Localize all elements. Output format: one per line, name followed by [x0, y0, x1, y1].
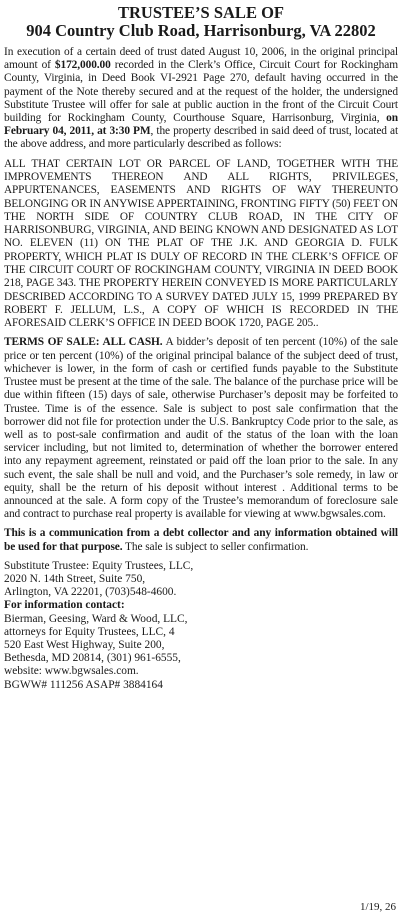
firm-line2: attorneys for Equity Trustees, LLC, 4	[4, 625, 175, 638]
trustee-line1: Substitute Trustee: Equity Trustees, LLC,	[4, 559, 194, 572]
notice-title-line2: 904 Country Club Road, Harrisonburg, VA 22802	[26, 21, 376, 40]
website-line: website: www.bgwsales.com.	[4, 665, 139, 678]
notice-title-line1: TRUSTEE’S SALE OF	[118, 3, 284, 22]
legal-description: ALL THAT CERTAIN LOT OR PARCEL OF LAND, TOGETHER WITH THE IMPROVEMENTS THEREON AND ALL RIGHTS, PRIVILEGES, APPURTENANCES, EASEMENTS AND RIGHTS OF WAY THEREUNTO BELONGING OR IN ANYWISE APPERTAINING, FRONTING FIFTY (50) FEET ON THE NORTH SIDE OF COUNTRY CLUB ROAD, IN THE CITY OF HARRISONBURG, VIRGINIA, AND BEING KNOWN AND DESIGNATED AS LOT NO. ELEVEN (11) ON THE PLAT OF THE J.K. AND GEORGIA D. FULK PROPERTY, WHICH PLAT IS DULY OF RECORD IN THE CLERK’S OFFICE OF THE CIRCUIT COURT OF ROCKINGHAM COUNTY, VIRGINIA IN DEED BOOK 218, PAGE 343. THE PROPERTY HEREIN CONVEYED IS MORE PARTICULARLY DESCRIBED ACCORDING TO A SURVEY DATED JULY 15, 1999 PREPARED BY ROBERT F. JELLUM, L.S., A COPY OF WHICH IS RECORDED IN THE AFORESAID CLERK’S OFFICE IN DEED BOOK 1720, PAGE 205..	[4, 157, 398, 330]
firm-line4: Bethesda, MD 20814, (301) 961-6555,	[4, 652, 181, 665]
intro-paragraph	[4, 46, 398, 152]
intro-text-part3: , the property described in said deed of trust, located at the above address, and more particularly described as follows:	[4, 125, 399, 151]
principal-amount: $172,000.00	[54, 59, 111, 72]
debt-collector-notice	[4, 527, 398, 553]
sale-date: on February 04, 2011, at 3:30 PM	[4, 112, 398, 138]
reference-line: BGWW# 111256 ASAP# 3884164	[4, 678, 163, 691]
debt-collector-rest: The sale is subject to seller confirmation.	[122, 540, 309, 553]
contact-block	[4, 560, 398, 692]
intro-text-part1: In execution of a certain deed of trust dated August 10, 2006, in the original principal amount of	[4, 46, 398, 72]
page-reference: 1/19, 26	[359, 901, 396, 913]
intro-text-part2: recorded in the Clerk’s Office, Circuit Court for Rockingham County, Virginia, in Deed Book VI-2921 Page 270, default having occurred in the payment of the Note thereby secured and at the request of the holder, the undersigned Substitute Trustee will offer for sale at public auction in the front of the Circuit Court building for Rockingham County, Courthouse Square, Harrisonburg, Virginia,	[4, 59, 398, 125]
info-heading-text: For information contact:	[4, 599, 125, 612]
terms-heading: TERMS OF SALE: ALL CASH.	[4, 336, 163, 349]
debt-collector-bold: This is a communication from a debt collector and any information obtained will be used for that purpose.	[4, 527, 398, 553]
firm-line3: 520 East West Highway, Suite 200,	[4, 638, 165, 651]
trustee-line3: Arlington, VA 22201, (703)548-4600.	[4, 586, 177, 599]
terms-paragraph	[4, 336, 398, 521]
terms-body: A bidder’s deposit of ten percent (10%) of the sale price or ten percent (10%) of the original principal balance of the subject deed of trust, whichever is lower, in the form of cash or certified funds payable to the Substitute Trustee must be present at the time of the sale. The balance of the purchase price will be due within fifteen (15) days of sale, otherwise Purchaser’s deposit may be forfeited to Trustee. Time is of the essence. Sale is subject to post sale confirmation that the borrower did not file for protection under the U.S. Bankruptcy Code prior to the sale, as well as to post-sale confirmation and audit of the status of the loan with the loan servicer including, but not limited to, determination of whether the borrower entered into any repayment agreement, reinstated or paid off the loan prior to the sale. In any such event, the sale shall be null and void, and the Purchaser’s sole remedy, in law or equity, shall be the return of his deposit without interest . Additional terms to be announced at the sale. A form copy of the Trustee’s memorandum of foreclosure sale and contract to purchase real property is available for viewing at www.bgwsales.com.	[4, 336, 398, 521]
trustee-line2: 2020 N. 14th Street, Suite 750,	[4, 572, 146, 585]
info-heading	[4, 599, 398, 612]
firm-line1: Bierman, Geesing, Ward & Wood, LLC,	[4, 612, 188, 625]
